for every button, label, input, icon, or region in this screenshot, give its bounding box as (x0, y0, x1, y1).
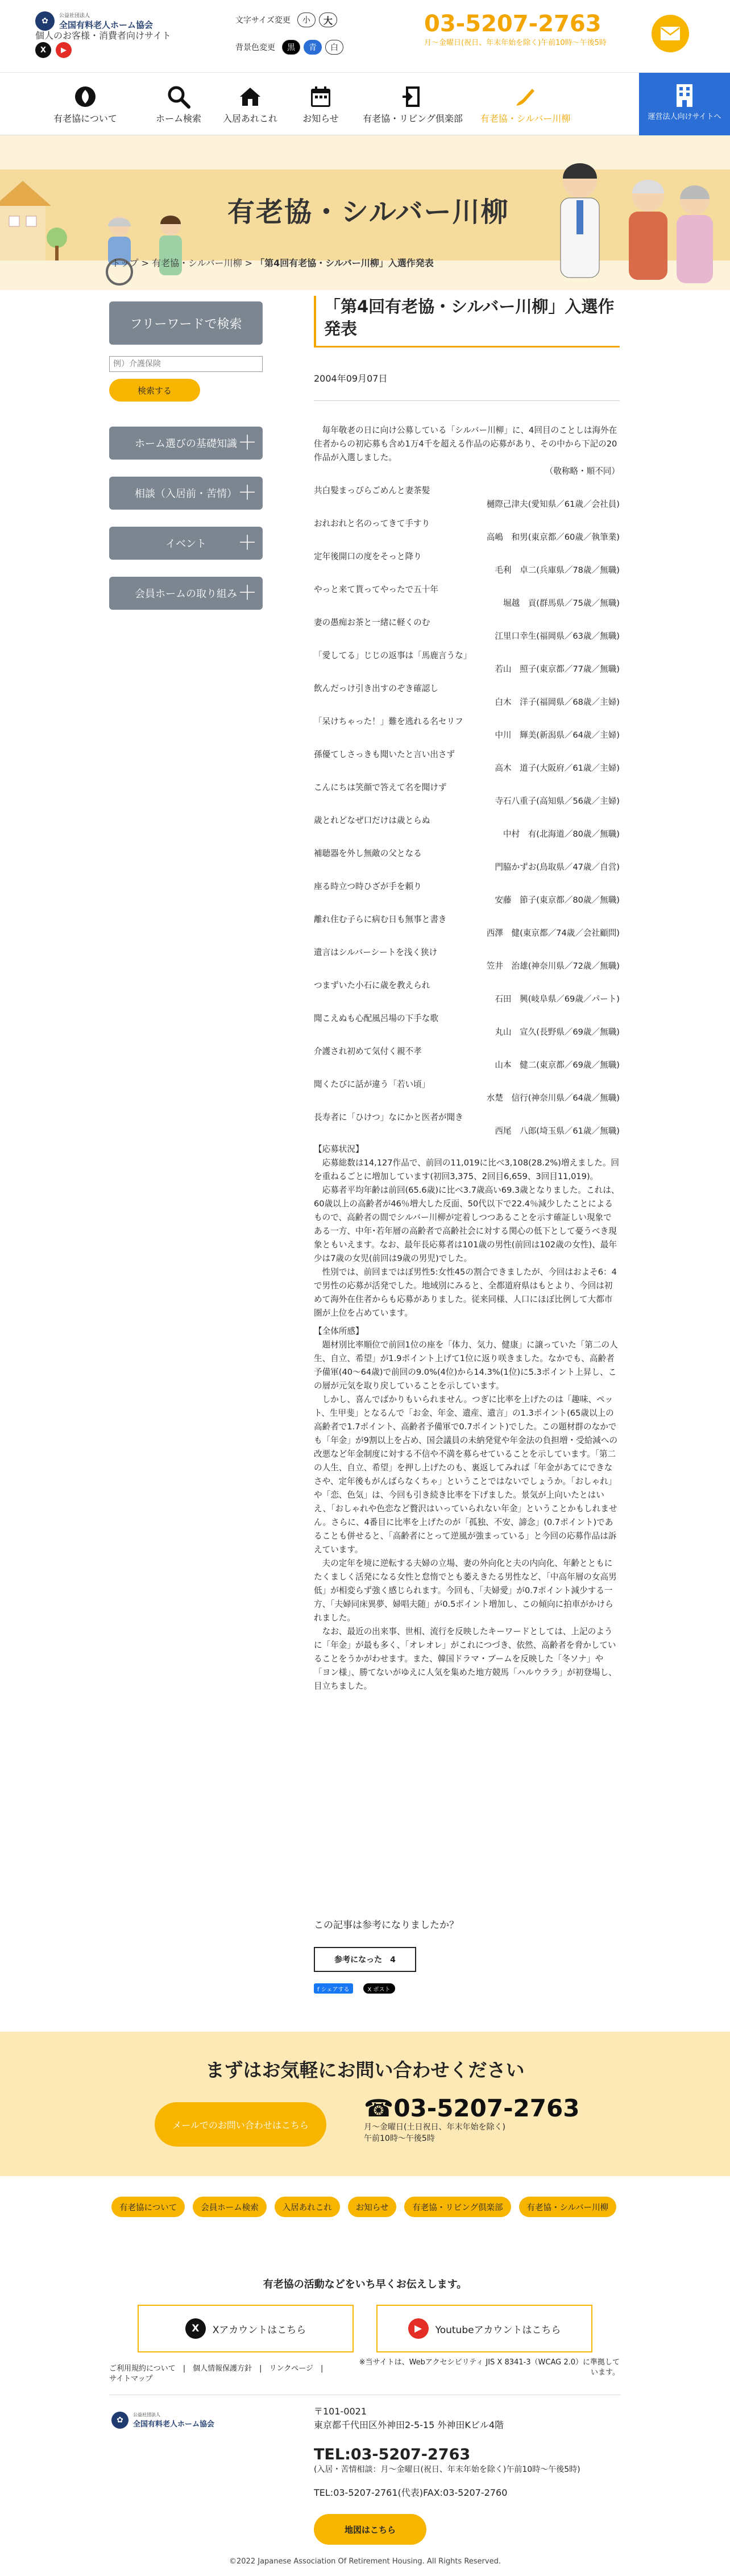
senryu-author: 西尾 八郎(埼玉県／61歳／無職) (495, 1126, 620, 1136)
senryu-author: 堀越 貢(群馬県／75歳／無職) (503, 598, 620, 609)
sidebar-search-title: フリーワードで検索 (109, 301, 263, 345)
status-paragraph: 性別では、前回まではぼ男性5:女性45の割合できましたが、今回はおよそ6：4で男性の応募が活発でした。地域別にみると、全都道府県はもとより、今回は初めて海外在住者からも応募がありました。従来同様、人口にほぼ比例して大都市圏が上位を占めています。 (314, 1267, 617, 1318)
contact-section (0, 2032, 730, 2176)
contact-hours: 午前10時～午後5時 (364, 2134, 435, 2144)
senryu-poem: 孫優てしさっきも聞いたと言い出さず (314, 750, 455, 760)
senryu-entry (314, 649, 620, 676)
senryu-author: 高嶋 和男(東京都／60歳／執筆業) (486, 532, 620, 543)
senryu-poem: 飲んだっけ引き出すのぞき確認し (314, 684, 438, 694)
x-account-button[interactable] (138, 2305, 354, 2352)
footer-link-senryu[interactable]: 有老協・シルバー川柳 (519, 2197, 617, 2217)
senryu-poem: 介護され初めて気付く親不孝 (314, 1047, 422, 1057)
header-phone (424, 11, 607, 47)
sidebar-item-consult[interactable] (109, 477, 263, 510)
article (314, 296, 620, 1693)
header-phone-number[interactable]: 03-5207-2763 (424, 11, 602, 37)
senryu-entry (314, 484, 620, 511)
youtube-icon[interactable]: ▶ (56, 42, 72, 58)
footer-link-moving-in[interactable]: 入居あれこれ (275, 2197, 340, 2217)
senryu-entry (314, 715, 620, 742)
footer-link-home-search[interactable]: 会員ホーム検索 (193, 2197, 267, 2217)
senryu-poem: 妻の愚痴お茶と一緒に軽くのむ (314, 618, 430, 628)
footer-tel (314, 2446, 580, 2475)
sidebar-item-event[interactable] (109, 527, 263, 560)
senryu-poem: 長寿者に「ひけつ」なにかと医者が聞き (314, 1113, 463, 1123)
senryu-poem: おれおれと名のってきて手すり (314, 519, 430, 529)
youtube-account-button[interactable] (376, 2305, 592, 2352)
senryu-poem: 共白髪まっぴらごめんと妻茶髪 (314, 486, 430, 496)
senryu-author: 中川 輝美(新潟県／64歳／主婦) (495, 730, 620, 741)
contact-phone (364, 2095, 579, 2144)
people-illustration-right (534, 141, 722, 290)
senryu-entry (314, 616, 620, 643)
bg-black-button[interactable]: 黒 (282, 40, 300, 55)
footer-legal-links (109, 2364, 323, 2384)
senryu-author: 西澤 健(東京都／74歳／会社顧問) (486, 928, 620, 938)
senryu-entry (314, 517, 620, 544)
status-heading: 【応募状況】 (314, 1144, 364, 1155)
helpful-button[interactable]: 参考になった 4 (314, 1947, 416, 1972)
senryu-author: 白木 洋子(福岡県／68歳／主婦) (495, 697, 620, 708)
font-small-button[interactable]: 小 (297, 13, 316, 27)
page-hero-title: 有老協・シルバー川柳 (227, 196, 509, 228)
web-accessibility-note: ※当サイトは、Webアクセシビリティ JIS X 8341-3（WCAG 2.0）に準拠しています。 (359, 2358, 620, 2377)
status-paragraph: 応募総数は14,127作品で、前回の11,019に比べ3,108(28.2%)増えました。回を重ねるごとに増加しています(初回3,375、2回目6,659、3回目11,019)。 (314, 1158, 620, 1182)
sidebar-menu (109, 427, 263, 610)
senryu-entry (314, 814, 620, 841)
nav-home-search[interactable] (139, 82, 218, 125)
senryu-entry (314, 583, 620, 610)
overall-paragraph: 夫の定年を境に逆転する夫婦の立場、妻の外向化と夫の内向化、年齢とともにたくましく活発になる女性と怠惰でとも萎えきたる男性など、「中高年層の女高男低」が相変らず強く感じられます。今回も、「夫婦愛」が0.7ポイント減少する一方、「夫婦同床異夢、婦唱夫随」が0.5ポイント増加し、この傾向に拍車がかけられました。 (314, 1558, 617, 1623)
entry-list (314, 484, 620, 1138)
nav-living-club[interactable] (362, 82, 464, 125)
footer-link-news[interactable]: お知らせ (348, 2197, 397, 2217)
senryu-author: 水楚 信行(神奈川県／64歳／無職) (486, 1093, 620, 1103)
footer-address (314, 2405, 504, 2432)
site-description: 個人のお客様・消費者向けサイト (35, 30, 171, 41)
senryu-entry (314, 946, 620, 973)
x-icon[interactable]: X (35, 42, 51, 58)
sitemap-link[interactable]: サイトマップ (109, 2375, 153, 2383)
senryu-poem: こんにちは笑顔で答えて名を聞けず (314, 783, 447, 793)
nav-about[interactable] (45, 82, 125, 125)
x-icon: X (185, 2318, 206, 2339)
nav-label: ホーム検索 (155, 113, 201, 124)
brush-icon (474, 82, 576, 111)
sidebar-search-button[interactable]: 検索する (109, 379, 200, 402)
nav-label: 有老協・リビング倶楽部 (363, 113, 463, 124)
bg-white-button[interactable]: 白 (325, 40, 343, 55)
x-account-label: Xアカウントはこちら (212, 2324, 306, 2336)
contact-hours: 月～金曜日(土日祝日、年末年始を除く) (364, 2123, 505, 2132)
footer-org-name: 全国有料老人ホーム協会 (133, 2420, 215, 2429)
breadcrumb-separator: > (242, 258, 256, 268)
breadcrumb-current: 「第4回有老協・シルバー川柳」入選作発表 (255, 258, 434, 268)
article-title: 「第4回有老協・シルバー川柳」入選作発表 (314, 296, 620, 348)
senryu-poem: 聞くたびに話が違う「若い頃」 (314, 1080, 430, 1090)
bg-blue-button[interactable]: 青 (304, 40, 322, 55)
senryu-entry (314, 550, 620, 577)
senryu-poem: 補聴器を外し無敵の父となる (314, 849, 422, 859)
policy-links[interactable]: ご利用規約について | 個人情報保護方針 | リンクページ | (109, 2364, 323, 2373)
senryu-author: 安藤 節子(東京都／80歳／無職) (495, 895, 620, 905)
about-logo-icon (45, 82, 125, 111)
senryu-author: 江里口幸生(福岡県／63歳／無職) (495, 631, 620, 642)
header-phone-hours: 月～金曜日(祝日、年末年始を除く)午前10時～午後5時 (424, 39, 607, 47)
senryu-entry (314, 1111, 620, 1138)
senryu-poem: 「愛してる」じじの返事は「馬鹿言うな」 (314, 651, 472, 661)
people-illustration-left (85, 209, 216, 289)
nav-moving-in[interactable] (210, 82, 290, 125)
contact-title: まずはお気軽にお問い合わせください (205, 2059, 525, 2081)
house-illustration (0, 169, 68, 266)
bg-color-control (235, 40, 347, 55)
senryu-entry (314, 1012, 620, 1039)
article-intro: 毎年敬老の日に向け公募している「シルバー川柳」に、4回目のことしは海外在住者からの初応募も含め1万4千を超える作品の応募があり、その中から下記の20作品が入選しました。 (314, 425, 617, 463)
feedback-question: この記事は参考になりましたか？ (314, 1920, 459, 1931)
nav-news[interactable] (281, 82, 360, 125)
senryu-entry (314, 682, 620, 709)
breadcrumb (111, 256, 434, 269)
copyright: ©2022 Japanese Association Of Retirement Housing. All Rights Reserved. (229, 2557, 501, 2566)
plus-icon: ＋ (238, 482, 257, 505)
nav-label: 入居あれこれ (222, 113, 277, 124)
org-name: 全国有料老人ホーム協会 (59, 20, 154, 30)
overall-heading: 【全体所感】 (314, 1326, 364, 1337)
senryu-poem: 離れ住む子らに病む日も無事と書き (314, 915, 447, 925)
youtube-icon: ▶ (408, 2318, 429, 2339)
breadcrumb-section[interactable]: 有老協・シルバー川柳 (152, 258, 242, 268)
x-post-button[interactable]: X ポスト (363, 1983, 395, 1994)
door-icon (362, 82, 464, 111)
senryu-entry (314, 781, 620, 808)
global-nav (0, 73, 730, 135)
plus-icon: ＋ (238, 582, 257, 605)
senryu-poem: 遺言はシルバーシートを浅く狭け (314, 948, 438, 958)
nav-label: 有老協・シルバー川柳 (480, 113, 571, 124)
corporate-site-button[interactable] (639, 73, 730, 135)
status-paragraph: 応募者平均年齢は前回(65.6歳)に比べ3.7歳高い69.3歳となりました。これは、60歳以上の高齢者が46％増大した反面、50代以下で22.4％減少したことによるもので、高齢者の間でシルバー川柳が定着しつつあることを示す確証しい現象である一方、中年･若年層の高齢者で高齢社会に対する関心の低下として憂うべき現象ともいえます。なお、最年長応募者は101歳の男性(前回は102歳の女性)、最年少は7歳の女児(前回は9歳の男児)でした。 (314, 1185, 620, 1264)
senryu-author: 高木 道子(大阪府／61歳／主婦) (495, 763, 620, 774)
senryu-poem: つまずいた小石に歳を教えられ (314, 981, 430, 991)
overall-paragraph: なお、最近の出来事、世相、流行を反映したキーワードとしては、上記のように「年金」が最も多く、「オレオレ」がこれにつづき、依然、高齢者を脅かしていることをうかがわせます。また、韓国ドラマ・ブームを反映した「冬ソナ」や「ヨン様」、勝てないがゆえに人気を集めた地方競馬「ハルウララ」が初登場し、目立ちました。 (314, 1627, 617, 1692)
font-size-control (235, 13, 341, 27)
footer-link-living-club[interactable]: 有老協・リビング倶楽部 (404, 2197, 511, 2217)
article-body (314, 424, 620, 1693)
facebook-share-button[interactable]: f シェアする (314, 1983, 353, 1994)
street-address: 東京都千代田区外神田2-5-15 外神田Kビル4階 (314, 2420, 504, 2430)
postal-code: 〒101-0021 (314, 2406, 367, 2417)
senryu-entry (314, 748, 620, 775)
youtube-account-label: Youtubeアカウントはこちら (435, 2324, 561, 2336)
logo-seal-icon: ✿ (111, 2412, 128, 2429)
sns-intro: 有老協の活動などをいち早くお伝えします。 (263, 2279, 467, 2290)
org-type: 公益社団法人 (59, 13, 90, 19)
corp-label: 運営法人向けサイトへ (648, 113, 721, 121)
sidebar-item-label: 相談（入居前・苦情） (135, 488, 237, 500)
font-large-button[interactable]: 大 (319, 13, 337, 27)
footer-tel-number[interactable]: TEL:03-5207-2763 (314, 2446, 471, 2463)
sidebar-item-basics[interactable] (109, 427, 263, 460)
senryu-author: 寺石八重子(高知県／56歳／主婦) (495, 796, 620, 807)
search-icon (139, 82, 218, 111)
sidebar-item-label: ホーム選びの基礎知識 (135, 438, 237, 450)
senryu-author: 毛利 卓二(兵庫県／78歳／無職) (495, 565, 620, 576)
nav-label: お知らせ (302, 113, 339, 124)
footer-org-type: 公益社団法人 (133, 2412, 160, 2417)
sidebar-item-member-homes[interactable] (109, 577, 263, 610)
senryu-poem: やっと来て貰ってやったで五十年 (314, 585, 438, 595)
sidebar-item-label: 会員ホームの取り組み (135, 588, 237, 600)
overall-paragraph: しかし、喜んでばかりもいられません。つぎに比率を上げたのは「趣味、ペット、生甲斐」となるんで「お金、年金、遺産、遺言」の1.3ポイント(65歳以上の高齢者で1.7ポイント、高齢者予備軍で0.7ポイント)でした。この題材群のなかでも「年金」が9割以上を占め、国会議員の未納発覚や年金法の負担増・受給減への改悪など年金制度に対する不信や不満を募らせていることを示しています。「第二の人生、自立、希望」を押し上げたのも、裏返してみれば「年金があてにできなさや、定年後もがんばらなくちゃ」ということではないでしょうか。「おしゃれ」や「恋、色気」は、今回も引き続き比率を下げました。景気が上向いたとはいえ、「おしゃれや色恋など贅沢はいっていられない年金」ということかもしれません。さらに、4番目に比率を上げたのが「孤独、不安、諦念」(0.7ポイント)であることも併せると、「高齢者にとって逆風が強まっている」と今回の応募作品は訴えています。 (314, 1395, 618, 1555)
senryu-entry (314, 880, 620, 907)
senryu-author: 石田 興(岐阜県／69歳／パート) (495, 994, 620, 1004)
plus-icon: ＋ (238, 532, 257, 555)
article-date: 2004年09月07日 (314, 371, 620, 401)
senryu-poem: 聞こえぬも心配風呂場の下手な歌 (314, 1014, 438, 1024)
building-icon (673, 82, 696, 108)
feedback-section (314, 1917, 459, 1994)
senryu-entry (314, 979, 620, 1006)
breadcrumb-home[interactable]: トップ (111, 258, 139, 268)
footer-nav (111, 2197, 616, 2217)
senryu-author: 山本 健二(東京都／69歳／無職) (495, 1060, 620, 1070)
senryu-poem: 座る時立つ時ひざが手を頼り (314, 882, 422, 892)
senryu-entry (314, 1045, 620, 1072)
map-button[interactable]: 地図はこちら (314, 2514, 426, 2545)
senryu-author: 門脇かずお(鳥取県／47歳／自営) (495, 862, 620, 873)
logo-seal-icon: ✿ (35, 11, 55, 31)
site-header (0, 0, 730, 73)
footer-logo[interactable] (111, 2412, 214, 2429)
senryu-poem: 「呆けちゃった！」難を逃れる名セリフ (314, 717, 463, 727)
site-logo[interactable] (35, 11, 153, 31)
senryu-author: 若山 照子(東京都／77歳／無職) (495, 664, 620, 675)
senryu-entry (314, 913, 620, 940)
senryu-author: 中村 有(北海道／80歳／無職) (503, 829, 620, 840)
senryu-author: 笠井 治雄(神奈川県／72歳／無職) (486, 961, 620, 971)
sidebar-search-input[interactable] (109, 356, 263, 372)
footer-tel-hours: (入居・苦情相談：月～金曜日(祝日、年末年始を除く)午前10時～午後5時) (314, 2465, 580, 2474)
senryu-poem: 定年後開口の度をそっと降り (314, 552, 422, 562)
senryu-author: 樋際己津夫(愛知県／61歳／会社員) (486, 499, 620, 510)
plus-icon: ＋ (238, 432, 257, 454)
mail-icon[interactable] (652, 15, 689, 52)
bg-color-label: 背景色変更 (235, 43, 275, 52)
sidebar-item-label: イベント (165, 538, 206, 550)
breadcrumb-separator: > (138, 258, 152, 268)
footer-fax: TEL:03-5207-2761(代表)FAX:03-5207-2760 (314, 2487, 508, 2498)
senryu-entry (314, 847, 620, 874)
senryu-author: 丸山 宣久(長野県／69歳／無職) (495, 1027, 620, 1037)
sidebar (109, 301, 263, 627)
house-icon (210, 82, 290, 111)
contact-phone-number[interactable]: ☎03-5207-2763 (364, 2094, 580, 2122)
calendar-icon (281, 82, 360, 111)
senryu-poem: 歳とれどなぜ口だけは歳とらぬ (314, 816, 430, 826)
article-credit-note: （敬称略・順不同） (545, 466, 620, 477)
nav-senryu[interactable] (474, 82, 576, 125)
nav-label: 有老協について (53, 113, 117, 124)
senryu-entry (314, 1078, 620, 1105)
contact-mail-button[interactable]: メールでのお問い合わせはこちら (155, 2102, 326, 2147)
font-size-label: 文字サイズ変更 (235, 16, 291, 25)
overall-paragraph: 題材別比率順位で前回1位の座を「体力、気力、健康」に譲っていた「第二の人生、自立、希望」が1.9ポイント上げて1位に返り咲きました。なかでも、高齢者予備軍(40～64歳)で前回の9.0%(4位)から14.3%(1位)に5.3ポイント上昇し、この層が元気を取り戻していることを示しています。 (314, 1340, 618, 1391)
footer-link-about[interactable]: 有老協について (111, 2197, 185, 2217)
